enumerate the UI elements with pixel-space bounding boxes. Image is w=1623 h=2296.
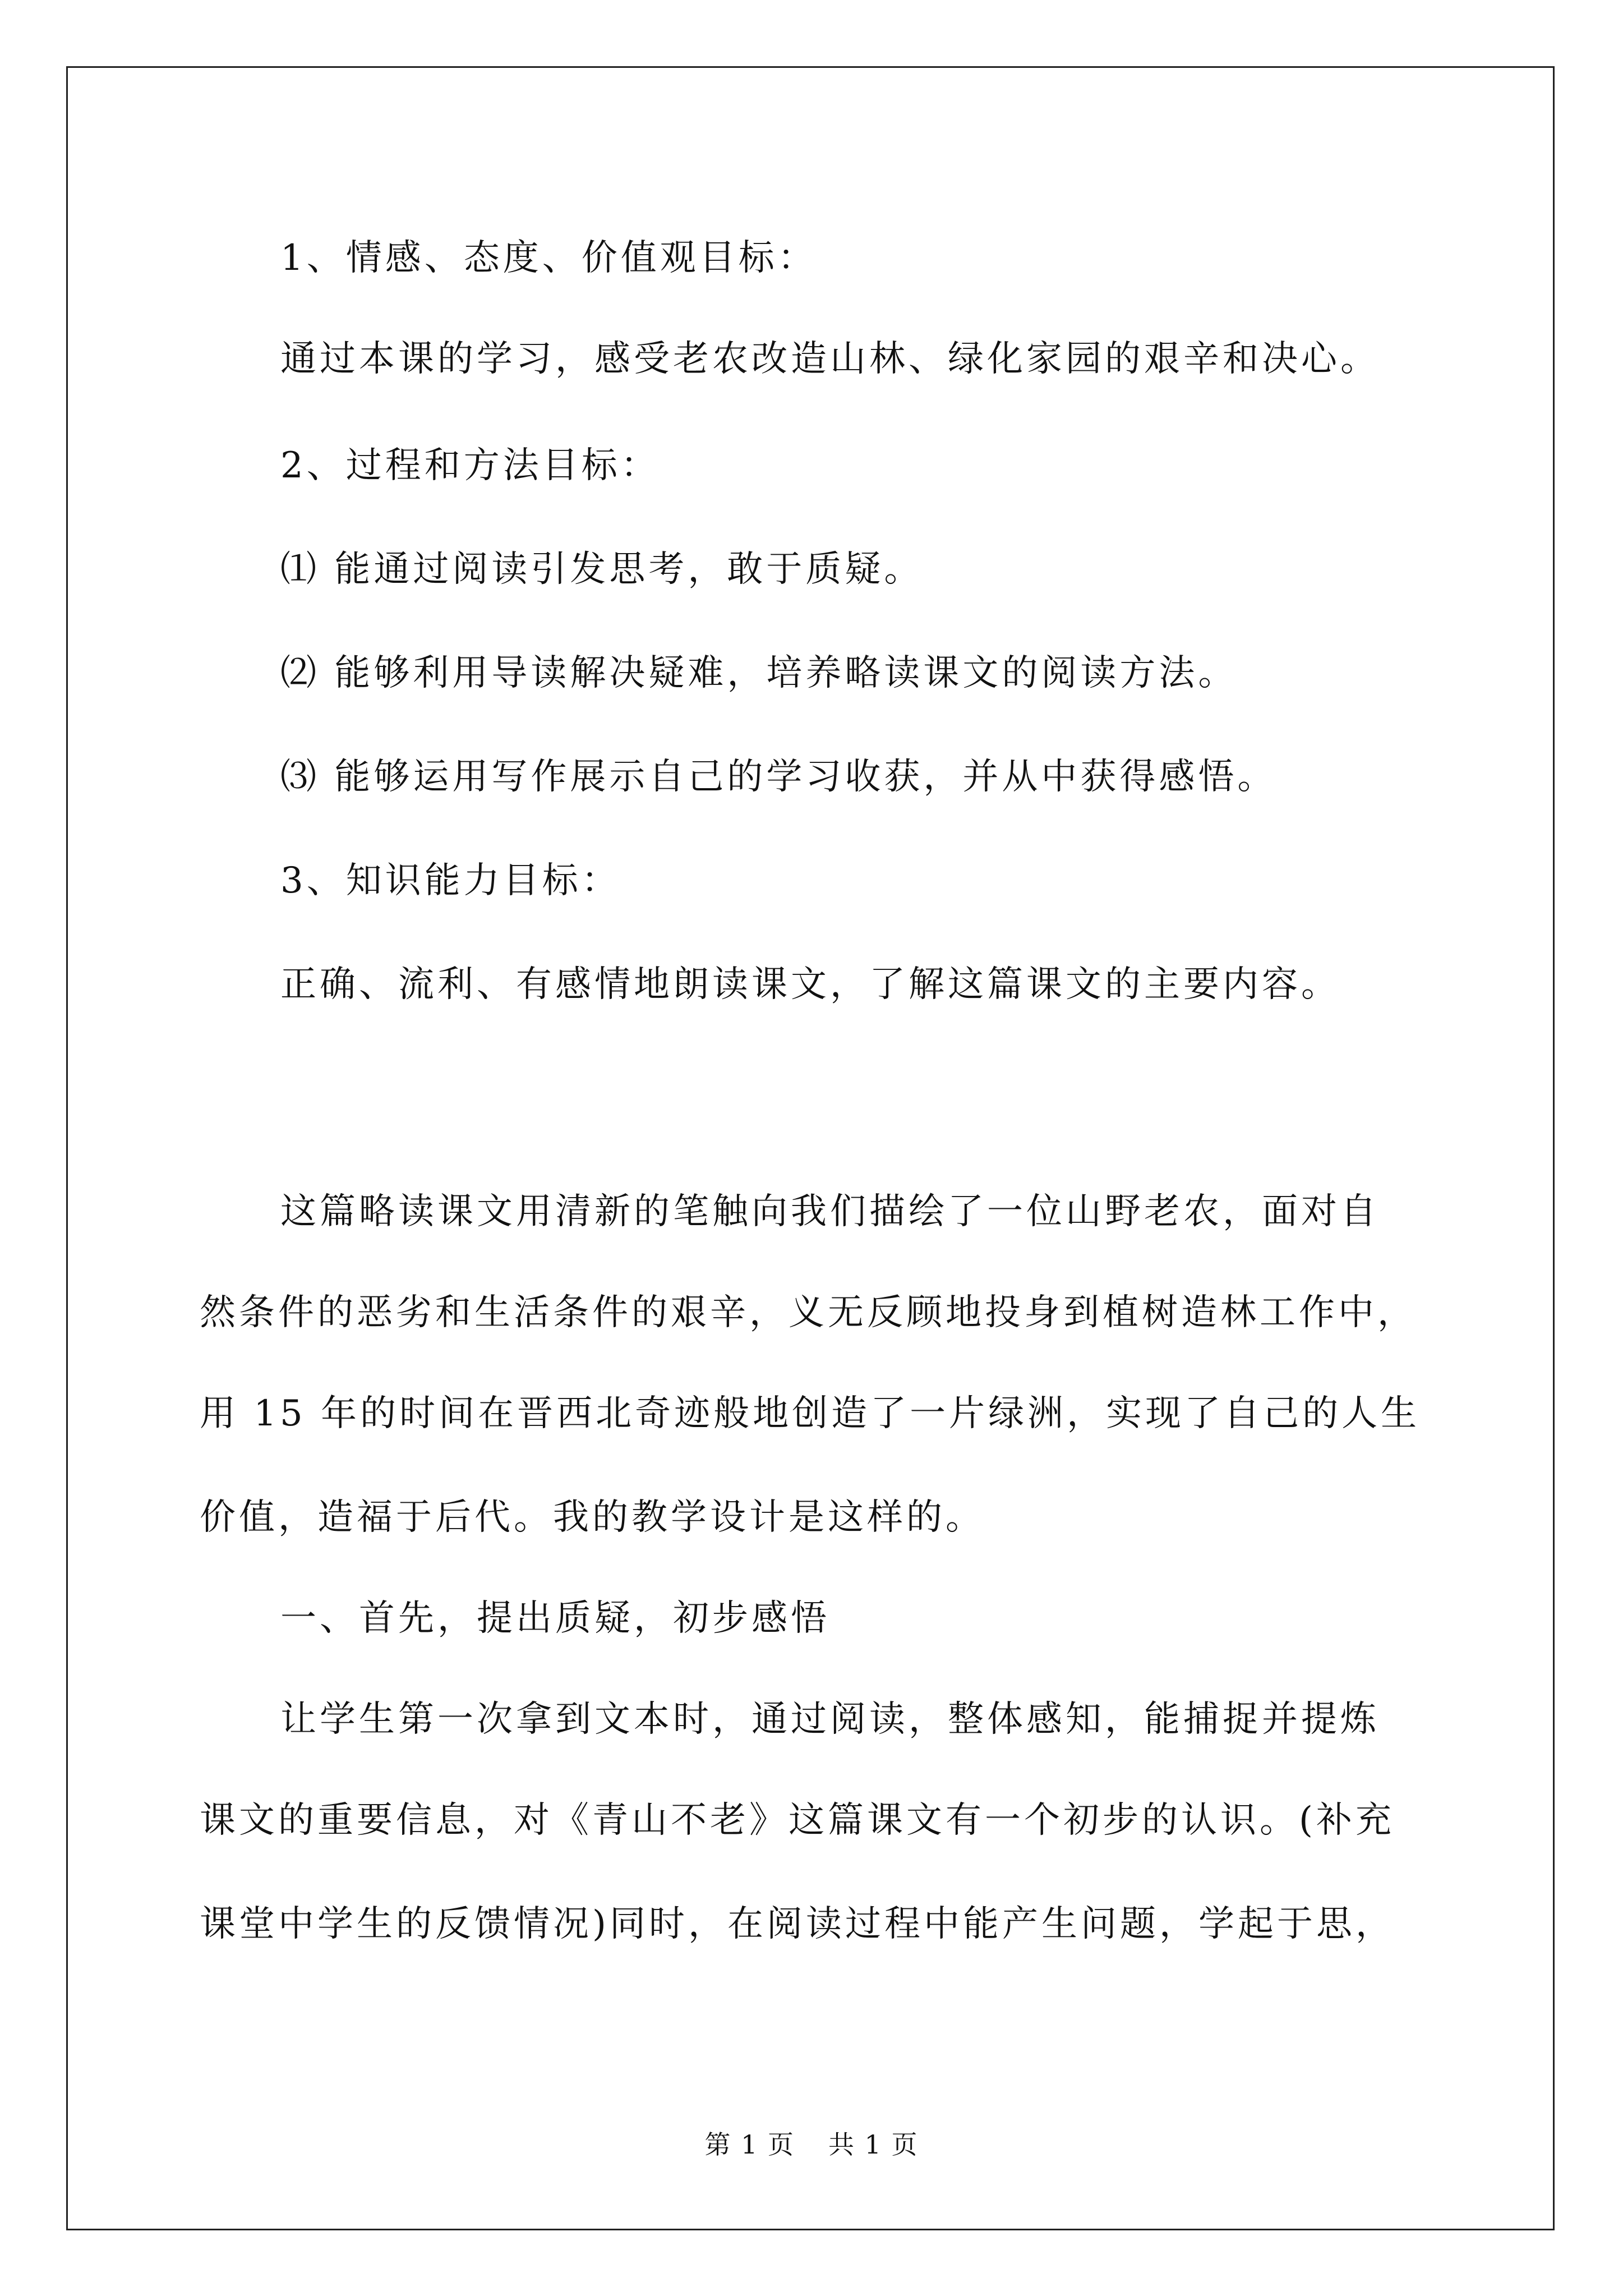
- goal2-item1: ⑴ 能通过阅读引发思考，敢于质疑。: [280, 549, 924, 590]
- goal1-title: 1、情感、态度、价值观目标：: [280, 237, 817, 279]
- goal3-text: 正确、流利、有感情地朗读课文，了解这篇课文的主要内容。: [280, 964, 1340, 1005]
- section1-line-1: 让学生第一次拿到文本时，通过阅读，整体感知，能捕捉并提炼: [280, 1699, 1380, 1740]
- goal2-item3: ⑶ 能够运用写作展示自己的学习收获，并从中获得感悟。: [280, 756, 1277, 798]
- intro-line-2: 然条件的恶劣和生活条件的艰辛，义无反顾地投身到植树造林工作中，: [200, 1292, 1417, 1333]
- intro-line-1: 这篇略读课文用清新的笔触向我们描绘了一位山野老农，面对自: [280, 1191, 1380, 1232]
- section1-line-3: 课堂中学生的反馈情况)同时，在阅读过程中能产生问题，学起于思，: [200, 1903, 1395, 1945]
- goal1-text: 通过本课的学习，感受老农改造山林、绿化家园的艰辛和决心。: [280, 338, 1380, 380]
- section1-title: 一、首先，提出质疑，初步感悟: [280, 1598, 830, 1639]
- intro-line-4: 价值，造福于后代。我的教学设计是这样的。: [200, 1497, 985, 1538]
- goal3-title: 3、知识能力目标：: [280, 860, 621, 901]
- page-number-total: 共 1 页: [828, 2129, 919, 2160]
- goal2-title: 2、过程和方法目标：: [280, 445, 660, 486]
- goal2-item2: ⑵ 能够利用导读解决疑难，培养略读课文的阅读方法。: [280, 652, 1238, 694]
- section1-line-2: 课文的重要信息，对《青山不老》这篇课文有一个初步的认识。(补充: [200, 1800, 1395, 1841]
- intro-line-3: 用 15 年的时间在晋西北奇迹般地创造了一片绿洲，实现了自己的人生: [200, 1393, 1421, 1434]
- page-footer: [0, 2129, 1623, 2160]
- page-number-current: 第 1 页: [704, 2129, 795, 2160]
